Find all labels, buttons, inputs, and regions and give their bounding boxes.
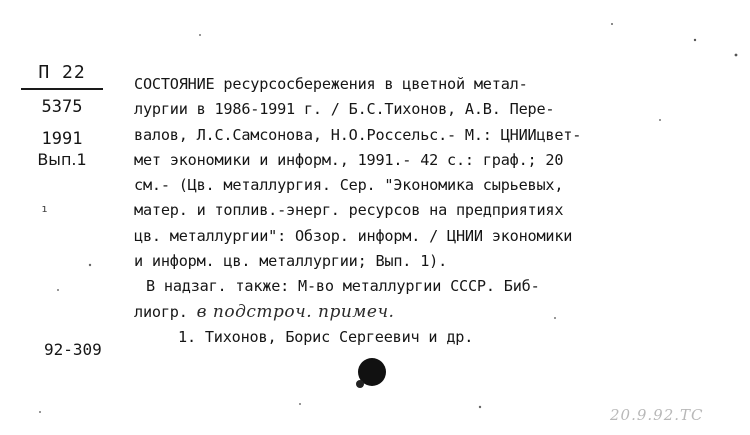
divider	[21, 88, 103, 90]
issue-number: Вып.1	[37, 150, 87, 169]
catalog-code: 92-309	[44, 340, 102, 359]
entry-line: валов, Л.С.Самсонова, Н.О.Россельс.- М.: ЦНИИцвет-	[134, 125, 582, 144]
entry-line: СОСТОЯНИЕ ресурсосбережения в цветной метал-	[134, 75, 528, 93]
added-entry	[134, 325, 709, 350]
entry-line: цв. металлургии": Обзор. информ. / ЦНИИ экономики	[134, 226, 573, 245]
handwritten-date: 20.9.92.ТС	[610, 406, 704, 424]
entry-line: и информ. цв. металлургии; Вып. 1).	[134, 252, 448, 271]
shelf-mark: П 22	[38, 62, 86, 83]
entry-line: лургии в 1986-1991 г. / Б.С.Тихонов, А.В. Пере-	[134, 100, 555, 119]
added-entry-name: Тихонов, Борис Сергеевич и др.	[204, 327, 474, 346]
year: 1991	[41, 129, 83, 149]
entry-line: см.- (Цв. металлургия. Сер. "Экономика сырьевых,	[134, 176, 564, 195]
entry-line: матер. и топлив.-энерг. ресурсов на предприятиях	[134, 201, 564, 220]
added-entry-number: 1.	[178, 327, 196, 346]
entry-line: мет экономики и информ., 1991.- 42 с.: граф.; 20	[134, 150, 564, 169]
call-number-block	[18, 62, 106, 170]
handwritten-note: в подстроч. примеч.	[196, 301, 395, 322]
note-line: В надзаг. также: М-во металлургии СССР. Биб-	[146, 277, 540, 296]
note-typed: лиогр.	[134, 302, 188, 321]
bibliographic-entry	[134, 72, 709, 350]
accession-number: 5375	[41, 97, 83, 117]
note-line-2	[134, 300, 709, 325]
pencil-mark: ¹	[40, 203, 50, 221]
